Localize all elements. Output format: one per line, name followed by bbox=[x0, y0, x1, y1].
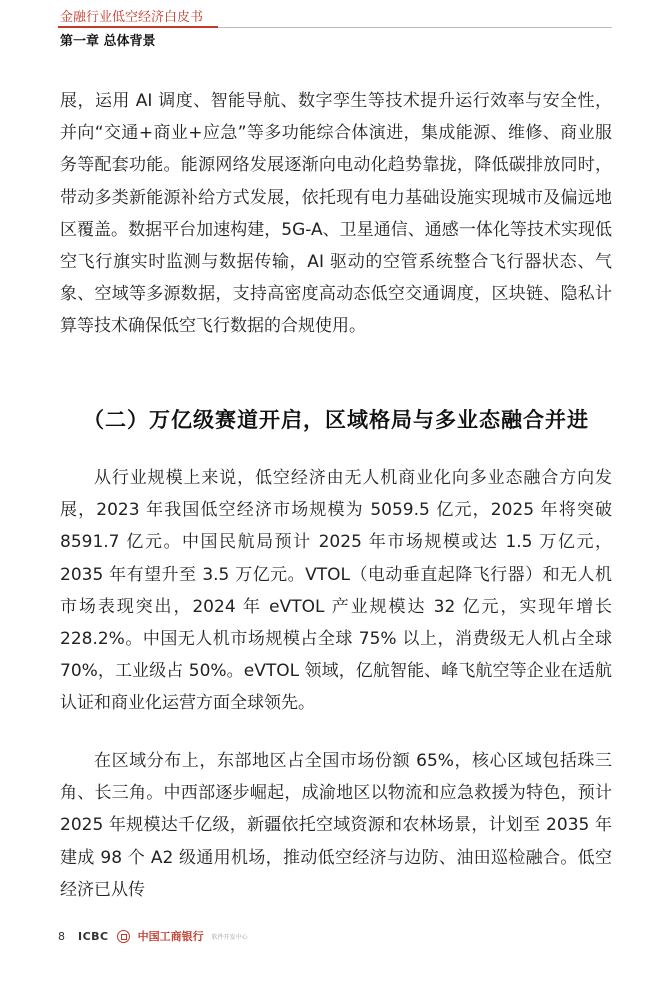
body-paragraph-3: 在区域分布上，东部地区占全国市场份额 65%，核心区域包括珠三角、长三角。中西部逐步崛起，成渝地区以物流和应急救援为特色，预计 2025 年规模达千亿级，新疆依托空域资源和农林场景，计划至 2035 年建成 98 个 A2 级通用机场，推动低空经济与边防、油田巡检融合。低空经济已从传 bbox=[60, 751, 612, 900]
section-heading: （二）万亿级赛道开启，区域格局与多业态融合并进 bbox=[83, 408, 589, 432]
page-number: 8 bbox=[58, 929, 65, 943]
bank-subtitle: 软件开发中心 bbox=[211, 933, 248, 941]
page-footer bbox=[58, 928, 248, 944]
icbc-logo-icon bbox=[117, 930, 130, 943]
header-accent-rule bbox=[58, 26, 218, 28]
body-paragraph-1: 展，运用 AI 调度、智能导航、数字孪生等技术提升运行效率与安全性，并向“交通+商业+应急”等多功能综合体演进，集成能源、维修、商业服务等配套功能。能源网络发展逐渐向电动化趋势靠拢，降低碳排放同时，带动多类新能源补给方式发展，依托现有电力基础设施实现城市及偏远地区覆盖。数据平台加速构建，5G-A、卫星通信、通感一体化等技术实现低空飞行旗实时监测与数据传输，AI 驱动的空管系统整合飞行器状态、气象、空域等多源数据，支持高密度高动态低空交通调度，区块链、隐私计算等技术确保低空飞行数据的合规使用。 bbox=[60, 91, 612, 337]
body-paragraph-2: 从行业规模上来说，低空经济由无人机商业化向多业态融合方向发展，2023 年我国低空经济市场规模为 5059.5 亿元，2025 年将突破 8591.7 亿元。中国民航局预计 2025 年市场规模或达 1.5 万亿元，2035 年有望升至 3.5 万亿元。VTOL（电动垂直起降飞行器）和无人机市场表现突出，2024 年 eVTOL 产业规模达 32 亿元，实现年增长 228.2%。中国无人机市场规模占全球 75% 以上，消费级无人机占全球 70%，工业级占 50%。eVTOL 领域，亿航智能、峰飞航空等企业在适航认证和商业化运营方面全球领先。 bbox=[60, 468, 612, 714]
document-title: 金融行业低空经济白皮书 bbox=[60, 10, 204, 25]
bank-name: 中国工商银行 bbox=[137, 930, 204, 943]
chapter-title: 第一章 总体背景 bbox=[60, 34, 156, 49]
icbc-wordmark: ICBC bbox=[78, 929, 109, 943]
